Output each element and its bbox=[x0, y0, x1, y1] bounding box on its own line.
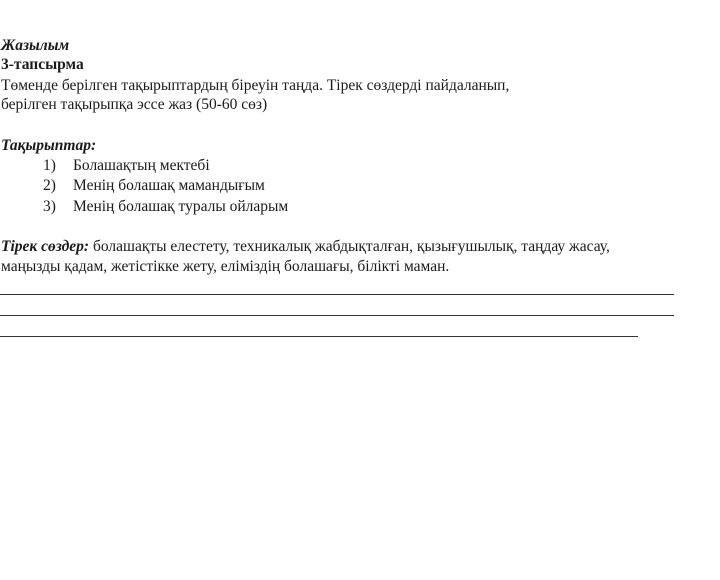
topic-item-3 bbox=[43, 198, 288, 216]
section-title: Жазылым bbox=[1, 37, 70, 54]
keywords-text-1: болашақты елестету, техникалық жабдықталған, қызығушылық, таңдау жасау, bbox=[89, 238, 610, 255]
instruction-line-2: берілген тақырыпқа эссе жаз (50-60 сөз) bbox=[1, 96, 268, 113]
instruction-line-1: Төменде берілген тақырыптардың біреуін таңда. Тірек сөздерді пайдаланып, bbox=[1, 77, 510, 94]
topic-item-2 bbox=[43, 177, 265, 195]
topic-number: 2) bbox=[43, 177, 56, 194]
answer-line-1 bbox=[0, 294, 674, 295]
keywords-label: Тірек сөздер: bbox=[1, 238, 90, 255]
keywords-line-1 bbox=[1, 238, 610, 256]
topic-text: Менің болашақ мамандығым bbox=[73, 177, 265, 194]
task-title: 3-тапсырма bbox=[1, 56, 84, 73]
topics-label: Тақырыптар: bbox=[1, 137, 97, 154]
topic-number: 3) bbox=[43, 198, 56, 215]
answer-line-3 bbox=[0, 336, 638, 337]
topic-text: Менің болашақ туралы ойларым bbox=[73, 198, 289, 215]
topic-number: 1) bbox=[43, 157, 56, 174]
topic-item-1 bbox=[43, 157, 210, 175]
topic-text: Болашақтың мектебі bbox=[73, 157, 210, 174]
keywords-line-2: маңызды қадам, жетістікке жету, еліміздің болашағы, білікті маман. bbox=[1, 258, 450, 275]
answer-line-2 bbox=[0, 315, 674, 316]
